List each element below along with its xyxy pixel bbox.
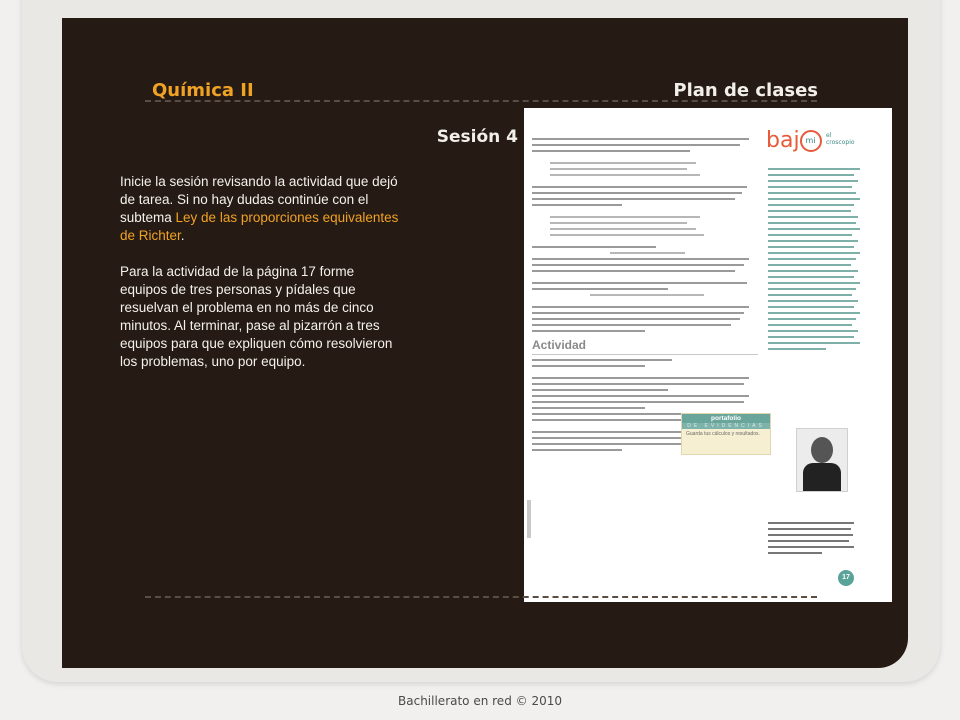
top-divider <box>145 100 817 102</box>
portfolio-box <box>681 413 771 455</box>
logo-circle: mi <box>800 130 822 152</box>
highlight-term: Ley de las proporciones equivalentes de Richter <box>120 210 399 243</box>
sidebar-column <box>768 168 864 354</box>
textbook-page-image <box>524 108 892 602</box>
course-title: Química II <box>152 80 254 101</box>
portfolio-sub: DE EVIDENCIAS <box>682 423 770 429</box>
textbook-main-column <box>532 138 758 455</box>
bottom-divider <box>145 596 817 598</box>
session-title: Sesión 4 <box>436 127 518 147</box>
portrait-caption <box>768 522 858 558</box>
portfolio-note: Guarda tus cálculos y resultados. <box>686 431 760 437</box>
logo-tag: el croscopio <box>826 132 855 146</box>
paragraph-1 <box>120 173 402 245</box>
p1-text: Inicie la sesión revisando la actividad que dejó de tarea. Si no hay dudas continúe con el subtema <box>120 174 398 225</box>
p1-end: . <box>180 228 185 243</box>
portfolio-label: portafolio <box>682 414 770 423</box>
publisher-mark <box>527 500 531 538</box>
instructions-text <box>120 173 402 389</box>
portrait-image <box>796 428 848 492</box>
section-title: Plan de clases <box>673 80 818 101</box>
activity-heading: Actividad <box>532 338 758 355</box>
footer-text: Bachillerato en red © 2010 <box>398 694 562 708</box>
page-number-badge: 17 <box>838 570 854 586</box>
paragraph-2: Para la actividad de la página 17 forme equipos de tres personas y pídales que resuelvan el problema en no más de cinco minutos. Al terminar, pase al pizarrón a tres equipos para que expliquen cómo resolvieron los problemas, uno por equipo. <box>120 264 393 369</box>
microscope-logo <box>766 128 855 153</box>
logo-text: baj <box>766 128 800 153</box>
